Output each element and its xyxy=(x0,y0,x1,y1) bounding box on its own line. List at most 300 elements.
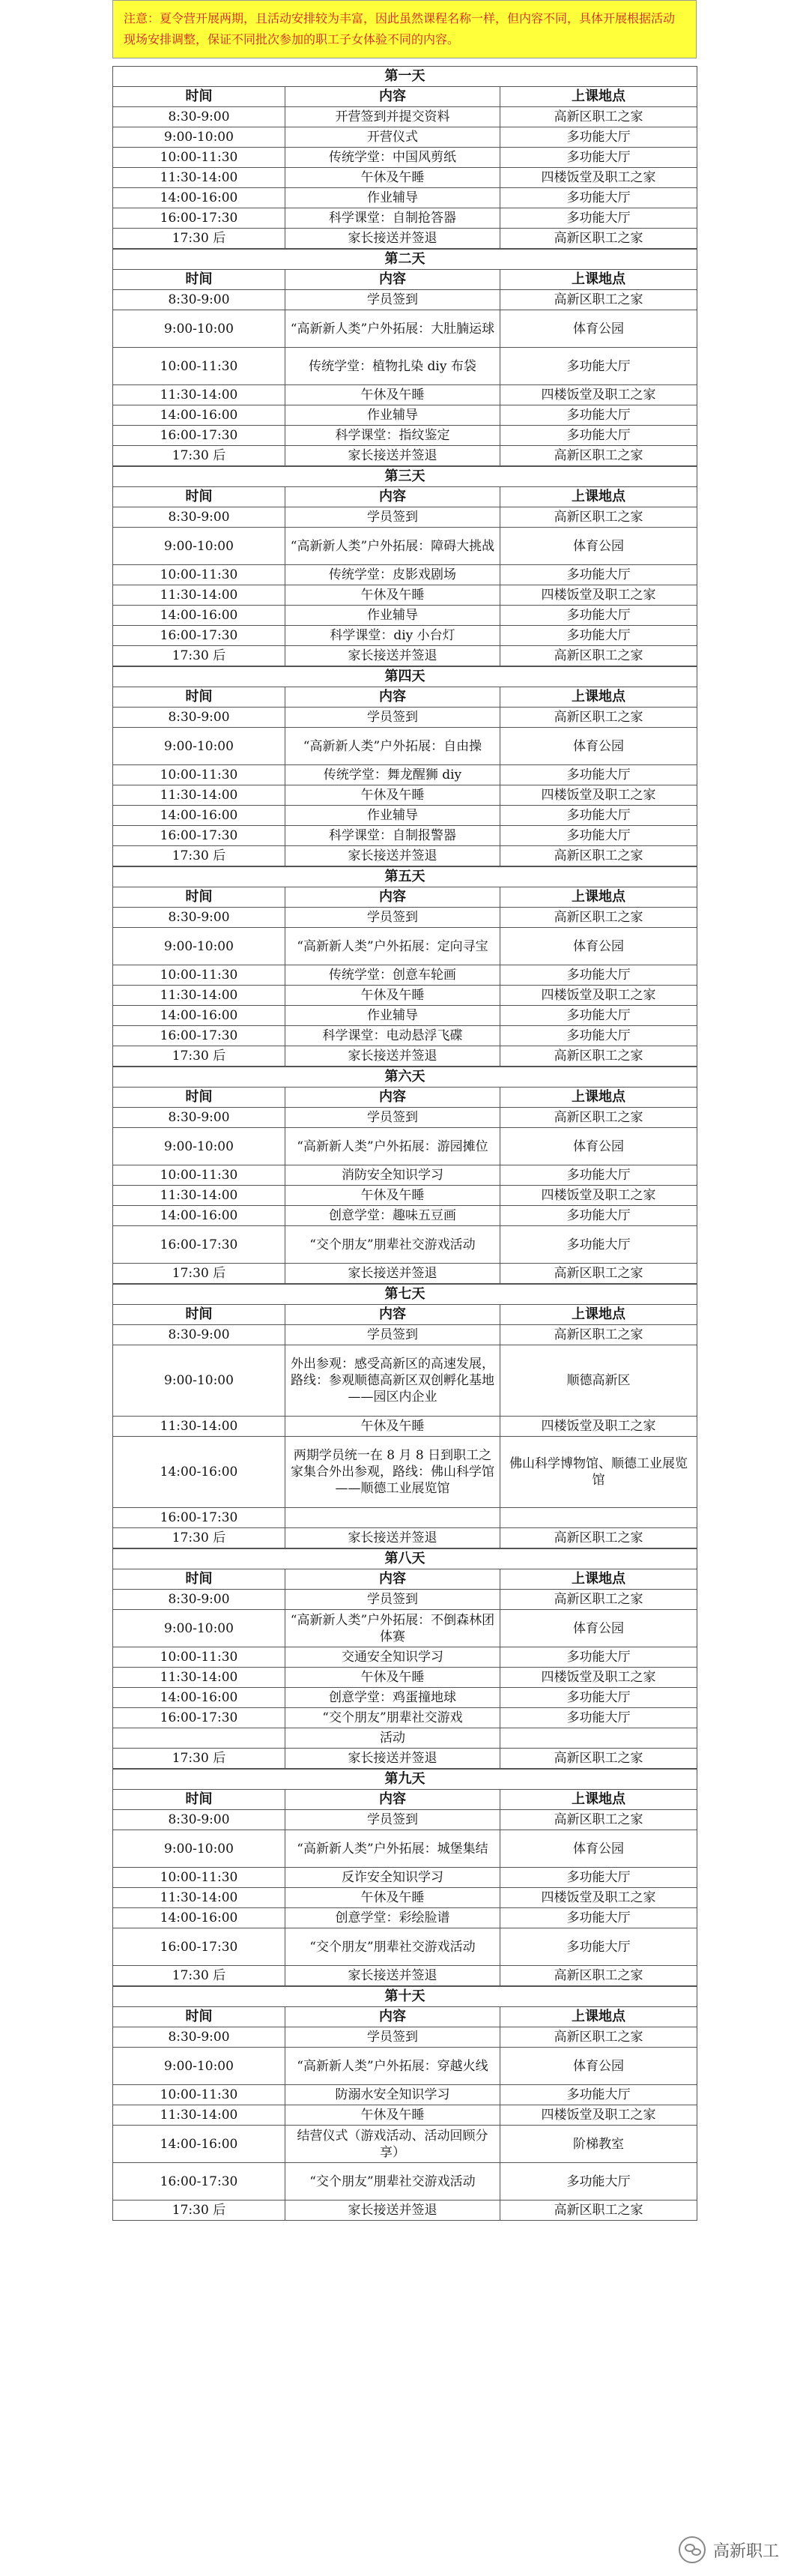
location-cell: 多功能大厅 xyxy=(500,565,697,585)
header-row xyxy=(113,1569,697,1590)
header-time: 时间 xyxy=(113,1790,285,1810)
time-cell: 9:00-10:00 xyxy=(113,310,285,348)
time-cell: 16:00-17:30 xyxy=(113,826,285,846)
table-row xyxy=(113,1108,697,1128)
content-cell: 家长接送并签退 xyxy=(285,446,500,466)
time-cell: 11:30-14:00 xyxy=(113,1417,285,1437)
location-cell: 多功能大厅 xyxy=(500,1908,697,1928)
content-cell: 学员签到 xyxy=(285,708,500,728)
location-cell: 多功能大厅 xyxy=(500,965,697,986)
time-cell: 16:00-17:30 xyxy=(113,1508,285,1528)
header-row xyxy=(113,1790,697,1810)
table-row xyxy=(113,385,697,405)
header-row xyxy=(113,2007,697,2027)
content-cell: 科学课堂：指纹鉴定 xyxy=(285,426,500,446)
time-cell: 9:00-10:00 xyxy=(113,728,285,765)
content-cell: 午休及午睡 xyxy=(285,986,500,1006)
table-row xyxy=(113,1888,697,1908)
day-title: 第一天 xyxy=(113,67,697,87)
day-title: 第八天 xyxy=(113,1549,697,1569)
location-cell: 多功能大厅 xyxy=(500,2163,697,2201)
header-time: 时间 xyxy=(113,2007,285,2027)
location-cell: 四楼饭堂及职工之家 xyxy=(500,785,697,806)
day-title-row xyxy=(113,1987,697,2007)
table-row xyxy=(113,2027,697,2048)
time-cell: 9:00-10:00 xyxy=(113,1345,285,1417)
content-cell: “高新新人类”户外拓展：障碍大挑战 xyxy=(285,528,500,565)
location-cell: 体育公园 xyxy=(500,728,697,765)
time-cell: 11:30-14:00 xyxy=(113,785,285,806)
content-cell: 午休及午睡 xyxy=(285,1186,500,1206)
content-cell: “高新新人类”户外拓展：穿越火线 xyxy=(285,2048,500,2085)
time-cell: 8:30-9:00 xyxy=(113,290,285,310)
content-cell: 科学课堂：电动悬浮飞碟 xyxy=(285,1026,500,1046)
header-location: 上课地点 xyxy=(500,270,697,290)
time-cell: 14:00-16:00 xyxy=(113,1206,285,1226)
header-content: 内容 xyxy=(285,1790,500,1810)
header-content: 内容 xyxy=(285,1088,500,1108)
table-row xyxy=(113,1668,697,1688)
table-row xyxy=(113,229,697,249)
time-cell: 9:00-10:00 xyxy=(113,127,285,148)
table-row xyxy=(113,986,697,1006)
content-cell: 家长接送并签退 xyxy=(285,2201,500,2221)
location-cell: 多功能大厅 xyxy=(500,626,697,646)
location-cell: 多功能大厅 xyxy=(500,1708,697,1728)
table-row xyxy=(113,1417,697,1437)
table-row xyxy=(113,1688,697,1708)
table-row xyxy=(113,826,697,846)
content-cell: 学员签到 xyxy=(285,1325,500,1345)
day-title: 第五天 xyxy=(113,867,697,887)
table-row xyxy=(113,785,697,806)
time-cell: 11:30-14:00 xyxy=(113,585,285,606)
location-cell: 高新区职工之家 xyxy=(500,107,697,127)
table-row xyxy=(113,168,697,188)
content-cell: 活动 xyxy=(285,1728,500,1749)
table-row xyxy=(113,1046,697,1067)
content-cell: 科学课堂：自制报警器 xyxy=(285,826,500,846)
table-row xyxy=(113,806,697,826)
location-cell: 多功能大厅 xyxy=(500,127,697,148)
content-cell xyxy=(285,1508,500,1528)
location-cell: 多功能大厅 xyxy=(500,765,697,785)
table-row xyxy=(113,310,697,348)
table-row xyxy=(113,1345,697,1417)
location-cell: 多功能大厅 xyxy=(500,148,697,168)
time-cell: 10:00-11:30 xyxy=(113,1868,285,1888)
table-row xyxy=(113,1006,697,1026)
location-cell: 高新区职工之家 xyxy=(500,1046,697,1067)
header-time: 时间 xyxy=(113,687,285,708)
content-cell: “高新新人类”户外拓展：不倒森林团体赛 xyxy=(285,1610,500,1647)
content-cell: 午休及午睡 xyxy=(285,1417,500,1437)
header-row xyxy=(113,887,697,908)
time-cell: 10:00-11:30 xyxy=(113,348,285,385)
time-cell: 8:30-9:00 xyxy=(113,107,285,127)
table-row xyxy=(113,1186,697,1206)
table-row xyxy=(113,405,697,426)
day-title-row xyxy=(113,250,697,270)
table-row xyxy=(113,107,697,127)
table-row xyxy=(113,965,697,986)
content-cell: 学员签到 xyxy=(285,908,500,928)
location-cell: 多功能大厅 xyxy=(500,405,697,426)
day-title-row xyxy=(113,867,697,887)
location-cell: 阶梯教室 xyxy=(500,2126,697,2163)
day-title: 第十天 xyxy=(113,1987,697,2007)
day-title: 第三天 xyxy=(113,467,697,487)
location-cell: 顺德高新区 xyxy=(500,1345,697,1417)
content-cell: 反诈安全知识学习 xyxy=(285,1868,500,1888)
day-title-row xyxy=(113,1770,697,1790)
day-title: 第九天 xyxy=(113,1770,697,1790)
time-cell: 10:00-11:30 xyxy=(113,148,285,168)
location-cell: 体育公园 xyxy=(500,2048,697,2085)
table-row xyxy=(113,2163,697,2201)
table-row xyxy=(113,348,697,385)
header-row xyxy=(113,487,697,507)
time-cell: 11:30-14:00 xyxy=(113,986,285,1006)
table-row xyxy=(113,606,697,626)
content-cell: 交通安全知识学习 xyxy=(285,1647,500,1668)
header-time: 时间 xyxy=(113,487,285,507)
content-cell: 午休及午睡 xyxy=(285,385,500,405)
time-cell: 14:00-16:00 xyxy=(113,405,285,426)
time-cell: 10:00-11:30 xyxy=(113,1165,285,1186)
header-content: 内容 xyxy=(285,1569,500,1590)
location-cell: 体育公园 xyxy=(500,1830,697,1868)
header-row xyxy=(113,687,697,708)
time-cell: 17:30 后 xyxy=(113,846,285,866)
content-cell: 家长接送并签退 xyxy=(285,646,500,666)
content-cell: “交个朋友”朋辈社交游戏活动 xyxy=(285,1226,500,1264)
location-cell: 多功能大厅 xyxy=(500,1026,697,1046)
content-cell: 作业辅导 xyxy=(285,405,500,426)
time-cell: 14:00-16:00 xyxy=(113,1006,285,1026)
location-cell: 高新区职工之家 xyxy=(500,908,697,928)
table-row xyxy=(113,127,697,148)
location-cell: 高新区职工之家 xyxy=(500,1590,697,1610)
content-cell: 防溺水安全知识学习 xyxy=(285,2085,500,2105)
location-cell: 四楼饭堂及职工之家 xyxy=(500,585,697,606)
table-row xyxy=(113,2201,697,2221)
table-row xyxy=(113,1908,697,1928)
content-cell: 午休及午睡 xyxy=(285,2105,500,2126)
location-cell: 多功能大厅 xyxy=(500,606,697,626)
content-cell: 结营仪式（游戏活动、活动回顾分享） xyxy=(285,2126,500,2163)
day-table xyxy=(112,1986,697,2221)
location-cell: 多功能大厅 xyxy=(500,1868,697,1888)
location-cell: 体育公园 xyxy=(500,1610,697,1647)
location-cell: 四楼饭堂及职工之家 xyxy=(500,1186,697,1206)
content-cell: 传统学堂：创意车轮画 xyxy=(285,965,500,986)
time-cell: 17:30 后 xyxy=(113,229,285,249)
table-row xyxy=(113,765,697,785)
content-cell: 创意学堂：趣味五豆画 xyxy=(285,1206,500,1226)
time-cell: 17:30 后 xyxy=(113,2201,285,2221)
location-cell: 高新区职工之家 xyxy=(500,708,697,728)
header-location: 上课地点 xyxy=(500,1790,697,1810)
content-cell: 作业辅导 xyxy=(285,1006,500,1026)
content-cell: 两期学员统一在 8 月 8 日到职工之家集合外出参观，路线：佛山科学馆——顺德工业展览馆 xyxy=(285,1437,500,1508)
header-time: 时间 xyxy=(113,1088,285,1108)
time-cell: 16:00-17:30 xyxy=(113,1026,285,1046)
location-cell xyxy=(500,1728,697,1749)
content-cell: 传统学堂：舞龙醒狮 diy xyxy=(285,765,500,785)
schedule-tables xyxy=(112,66,697,2221)
time-cell: 14:00-16:00 xyxy=(113,2126,285,2163)
time-cell: 10:00-11:30 xyxy=(113,765,285,785)
time-cell: 9:00-10:00 xyxy=(113,2048,285,2085)
table-row xyxy=(113,1128,697,1165)
content-cell: 家长接送并签退 xyxy=(285,846,500,866)
table-row xyxy=(113,565,697,585)
table-row xyxy=(113,1810,697,1830)
time-cell: 14:00-16:00 xyxy=(113,1908,285,1928)
header-content: 内容 xyxy=(285,487,500,507)
header-content: 内容 xyxy=(285,2007,500,2027)
time-cell: 14:00-16:00 xyxy=(113,806,285,826)
time-cell: 8:30-9:00 xyxy=(113,1325,285,1345)
location-cell: 高新区职工之家 xyxy=(500,1108,697,1128)
content-cell: 作业辅导 xyxy=(285,806,500,826)
location-cell: 多功能大厅 xyxy=(500,1165,697,1186)
content-cell: 传统学堂：植物扎染 diy 布袋 xyxy=(285,348,500,385)
content-cell: 午休及午睡 xyxy=(285,168,500,188)
time-cell: 8:30-9:00 xyxy=(113,908,285,928)
table-row xyxy=(113,1206,697,1226)
day-title: 第四天 xyxy=(113,667,697,687)
location-cell: 多功能大厅 xyxy=(500,1226,697,1264)
table-row xyxy=(113,426,697,446)
location-cell: 四楼饭堂及职工之家 xyxy=(500,1417,697,1437)
location-cell xyxy=(500,1508,697,1528)
location-cell: 多功能大厅 xyxy=(500,1006,697,1026)
location-cell: 四楼饭堂及职工之家 xyxy=(500,1668,697,1688)
watermark-text: 高新职工 xyxy=(712,2542,779,2561)
location-cell: 高新区职工之家 xyxy=(500,1528,697,1548)
table-row xyxy=(113,208,697,229)
table-row xyxy=(113,188,697,208)
table-row xyxy=(113,446,697,466)
time-cell: 17:30 后 xyxy=(113,1046,285,1067)
time-cell: 9:00-10:00 xyxy=(113,1830,285,1868)
time-cell: 14:00-16:00 xyxy=(113,606,285,626)
content-cell: 家长接送并签退 xyxy=(285,1966,500,1986)
content-cell: 学员签到 xyxy=(285,1590,500,1610)
location-cell: 体育公园 xyxy=(500,1128,697,1165)
content-cell: 学员签到 xyxy=(285,290,500,310)
day-title-row xyxy=(113,1285,697,1305)
table-row xyxy=(113,1708,697,1728)
header-location: 上课地点 xyxy=(500,887,697,908)
content-cell: 家长接送并签退 xyxy=(285,1264,500,1284)
location-cell: 四楼饭堂及职工之家 xyxy=(500,986,697,1006)
location-cell: 体育公园 xyxy=(500,928,697,965)
location-cell: 体育公园 xyxy=(500,310,697,348)
table-row xyxy=(113,1749,697,1769)
content-cell: 学员签到 xyxy=(285,2027,500,2048)
time-cell xyxy=(113,1728,285,1749)
content-cell: 学员签到 xyxy=(285,1108,500,1128)
location-cell: 多功能大厅 xyxy=(500,1928,697,1966)
watermark xyxy=(679,2536,779,2563)
header-location: 上课地点 xyxy=(500,2007,697,2027)
header-row xyxy=(113,1088,697,1108)
content-cell: 创意学堂：鸡蛋撞地球 xyxy=(285,1688,500,1708)
content-cell: “高新新人类”户外拓展：游园摊位 xyxy=(285,1128,500,1165)
table-row xyxy=(113,528,697,565)
header-location: 上课地点 xyxy=(500,1088,697,1108)
location-cell: 高新区职工之家 xyxy=(500,646,697,666)
table-row xyxy=(113,1226,697,1264)
header-time: 时间 xyxy=(113,1305,285,1325)
day-table xyxy=(112,1548,697,1769)
table-row xyxy=(113,1830,697,1868)
table-row xyxy=(113,2126,697,2163)
location-cell: 高新区职工之家 xyxy=(500,290,697,310)
header-content: 内容 xyxy=(285,1305,500,1325)
time-cell: 10:00-11:30 xyxy=(113,1647,285,1668)
time-cell: 9:00-10:00 xyxy=(113,1128,285,1165)
day-title-row xyxy=(113,667,697,687)
location-cell: 高新区职工之家 xyxy=(500,846,697,866)
table-row xyxy=(113,1437,697,1508)
content-cell: 传统学堂：皮影戏剧场 xyxy=(285,565,500,585)
table-row xyxy=(113,908,697,928)
day-table xyxy=(112,466,697,666)
table-row xyxy=(113,2085,697,2105)
day-title-row xyxy=(113,1549,697,1569)
table-row xyxy=(113,1528,697,1548)
day-table xyxy=(112,1769,697,1986)
time-cell: 17:30 后 xyxy=(113,646,285,666)
table-row xyxy=(113,1165,697,1186)
location-cell: 四楼饭堂及职工之家 xyxy=(500,1888,697,1908)
location-cell: 多功能大厅 xyxy=(500,426,697,446)
day-title: 第七天 xyxy=(113,1285,697,1305)
location-cell: 体育公园 xyxy=(500,528,697,565)
location-cell: 高新区职工之家 xyxy=(500,1810,697,1830)
content-cell: 家长接送并签退 xyxy=(285,1749,500,1769)
time-cell: 14:00-16:00 xyxy=(113,1437,285,1508)
table-row xyxy=(113,148,697,168)
location-cell: 四楼饭堂及职工之家 xyxy=(500,385,697,405)
day-title-row xyxy=(113,467,697,487)
table-row xyxy=(113,1647,697,1668)
location-cell: 高新区职工之家 xyxy=(500,1264,697,1284)
header-time: 时间 xyxy=(113,87,285,107)
location-cell: 四楼饭堂及职工之家 xyxy=(500,2105,697,2126)
location-cell: 多功能大厅 xyxy=(500,1206,697,1226)
content-cell: 午休及午睡 xyxy=(285,785,500,806)
table-row xyxy=(113,1966,697,1986)
time-cell: 16:00-17:30 xyxy=(113,426,285,446)
table-row xyxy=(113,1610,697,1647)
time-cell: 10:00-11:30 xyxy=(113,2085,285,2105)
location-cell: 高新区职工之家 xyxy=(500,2201,697,2221)
time-cell: 16:00-17:30 xyxy=(113,1708,285,1728)
content-cell: 传统学堂：中国风剪纸 xyxy=(285,148,500,168)
table-row xyxy=(113,507,697,528)
table-row xyxy=(113,1508,697,1528)
time-cell: 17:30 后 xyxy=(113,1528,285,1548)
content-cell: 科学课堂：自制抢答器 xyxy=(285,208,500,229)
table-row xyxy=(113,2105,697,2126)
table-row xyxy=(113,1026,697,1046)
location-cell: 多功能大厅 xyxy=(500,1647,697,1668)
header-location: 上课地点 xyxy=(500,87,697,107)
content-cell: “高新新人类”户外拓展：城堡集结 xyxy=(285,1830,500,1868)
content-cell: 午休及午睡 xyxy=(285,1668,500,1688)
time-cell: 17:30 后 xyxy=(113,1749,285,1769)
day-table xyxy=(112,1067,697,1284)
table-row xyxy=(113,1928,697,1966)
content-cell: “交个朋友”朋辈社交游戏活动 xyxy=(285,1928,500,1966)
table-row xyxy=(113,1590,697,1610)
header-row xyxy=(113,87,697,107)
header-time: 时间 xyxy=(113,887,285,908)
time-cell: 11:30-14:00 xyxy=(113,2105,285,2126)
content-cell: “高新新人类”户外拓展：定向寻宝 xyxy=(285,928,500,965)
time-cell: 10:00-11:30 xyxy=(113,565,285,585)
table-row xyxy=(113,646,697,666)
table-row xyxy=(113,626,697,646)
location-cell: 四楼饭堂及职工之家 xyxy=(500,168,697,188)
time-cell: 17:30 后 xyxy=(113,446,285,466)
location-cell: 多功能大厅 xyxy=(500,806,697,826)
table-row xyxy=(113,1325,697,1345)
time-cell: 16:00-17:30 xyxy=(113,1928,285,1966)
location-cell: 高新区职工之家 xyxy=(500,2027,697,2048)
time-cell: 8:30-9:00 xyxy=(113,708,285,728)
content-cell: 作业辅导 xyxy=(285,188,500,208)
header-content: 内容 xyxy=(285,687,500,708)
time-cell: 10:00-11:30 xyxy=(113,965,285,986)
table-row xyxy=(113,1728,697,1749)
time-cell: 16:00-17:30 xyxy=(113,626,285,646)
header-content: 内容 xyxy=(285,887,500,908)
day-table xyxy=(112,666,697,866)
time-cell: 17:30 后 xyxy=(113,1264,285,1284)
table-row xyxy=(113,928,697,965)
content-cell: 家长接送并签退 xyxy=(285,1528,500,1548)
location-cell: 高新区职工之家 xyxy=(500,229,697,249)
content-cell: 午休及午睡 xyxy=(285,1888,500,1908)
content-cell: 学员签到 xyxy=(285,507,500,528)
header-time: 时间 xyxy=(113,270,285,290)
day-title: 第六天 xyxy=(113,1067,697,1088)
header-row xyxy=(113,1305,697,1325)
content-cell: “高新新人类”户外拓展：大肚腩运球 xyxy=(285,310,500,348)
time-cell: 9:00-10:00 xyxy=(113,528,285,565)
day-title: 第二天 xyxy=(113,250,697,270)
content-cell: 创意学堂：彩绘脸谱 xyxy=(285,1908,500,1928)
time-cell: 8:30-9:00 xyxy=(113,507,285,528)
table-row xyxy=(113,2048,697,2085)
location-cell: 高新区职工之家 xyxy=(500,1749,697,1769)
content-cell: “交个朋友”朋辈社交游戏活动 xyxy=(285,2163,500,2201)
header-location: 上课地点 xyxy=(500,487,697,507)
header-time: 时间 xyxy=(113,1569,285,1590)
time-cell: 17:30 后 xyxy=(113,1966,285,1986)
time-cell: 11:30-14:00 xyxy=(113,385,285,405)
location-cell: 高新区职工之家 xyxy=(500,1325,697,1345)
time-cell: 11:30-14:00 xyxy=(113,1888,285,1908)
location-cell: 佛山科学博物馆、顺德工业展览馆 xyxy=(500,1437,697,1508)
table-row xyxy=(113,290,697,310)
